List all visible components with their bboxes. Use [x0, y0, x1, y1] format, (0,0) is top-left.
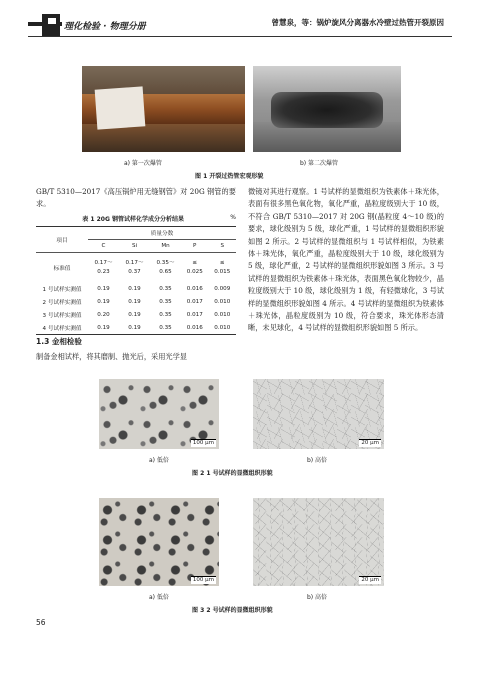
running-head: 曾慧泉，等：锅炉旋风分离器水冷壁过热管开裂原因: [271, 18, 444, 27]
table1-header-item: 项目: [36, 227, 88, 253]
section-text: 制备金相试样，将其磨制、抛光后，采用光学显: [36, 352, 187, 361]
figure2-caption: 图 2 1 号试样的显微组织形貌: [192, 470, 273, 477]
table-cell: 0.35: [159, 312, 172, 318]
figure1b-photo: [253, 66, 401, 152]
header-divider: [28, 36, 452, 37]
table-cell: ≤ 0.015: [208, 253, 236, 283]
scale-bar: 20 μm: [361, 440, 379, 446]
table1: [36, 226, 236, 335]
table-cell: 0.19: [119, 322, 150, 335]
section-heading: 1.3 金相检验: [36, 337, 82, 346]
right-paragraph: 微镜对其进行观察。1 号试样的显微组织为铁素体＋珠光体，表面有很多黑色氧化物，氧化严重，晶粒度级别大于 10 级，不符合 GB/T 5310—2017 对 20G 钢(晶粒度 4～10 级)的要求，球化级别为 5 级，球化严重，1 号试样的显微组织形貌如图 2 所示。2 号试样的显微组织与 1 号试样相似，为铁素体＋珠光体，氧化严重，晶粒度级别大于 10 级，球化级别为 5 级，球化严重，2 号试样的显微组织形貌如图 3 所示。3 号试样的显微组织为铁素体＋珠光体，表面黑色氧化物较少，晶粒度级别大于 10 级，球化级别为 1 级，有轻微球化，3 号试样的显微组织形貌如图 4 所示。4 号试样的显微组织为铁素体＋珠光体，晶粒度级别为 10 级，符合要求，珠光体形态清晰，未见球化，4 号试样的显微组织形貌如图 5 所示。: [248, 187, 444, 333]
page-number: 56: [36, 618, 46, 627]
figure3a-micrograph: [99, 498, 219, 586]
left-paragraph-1: GB/T 5310—2017《高压锅炉用无缝钢管》对 20G 钢管的要求。: [36, 187, 236, 209]
figure1b-label: b) 第二次爆管: [300, 160, 339, 167]
table-row-label: 标准值: [36, 253, 88, 283]
table-cell: 0.016: [186, 286, 203, 292]
table-cell: 0.017: [186, 299, 203, 305]
table-cell: 0.19: [128, 312, 141, 318]
table-cell: 0.35: [159, 299, 172, 305]
scale-bar: 20 μm: [361, 577, 379, 583]
figure3a-label: a) 低倍: [149, 594, 169, 601]
table-cell: 0.20: [97, 312, 110, 318]
figure3b-label: b) 高倍: [307, 594, 328, 601]
table-cell: 0.010: [214, 312, 231, 318]
table-cell: 0.35: [150, 322, 181, 335]
scale-bar: 100 μm: [192, 440, 214, 446]
journal-logo: [28, 14, 148, 36]
table1-col-Si: Si: [131, 243, 138, 249]
table-cell: 0.017: [186, 312, 203, 318]
table-cell: 0.010: [208, 322, 236, 335]
figure3-caption: 图 3 2 号试样的显微组织形貌: [192, 607, 273, 614]
table1-col-S: S: [220, 243, 225, 249]
table-cell: 0.010: [214, 299, 231, 305]
journal-section: 理化检验 · 物理分册: [64, 22, 146, 32]
journal-mark-icon: [28, 14, 68, 36]
scale-bar: 100 μm: [192, 577, 214, 583]
figure1-caption: 图 1 开裂过热管宏观形貌: [195, 173, 264, 180]
table1-col-Mn: Mn: [161, 243, 170, 249]
figure2b-label: b) 高倍: [307, 457, 328, 464]
table1-col-C: C: [101, 243, 106, 249]
figure2a-micrograph: [99, 379, 219, 449]
table-cell: 0.19: [128, 286, 141, 292]
table1-col-P: P: [193, 243, 197, 249]
table-cell: ≤ 0.025: [181, 253, 208, 283]
table-row-label: 1 号试样实测值: [42, 287, 82, 293]
table-cell: 0.19: [97, 286, 110, 292]
table-cell: 0.19: [128, 299, 141, 305]
figure1a-label: a) 第一次爆管: [124, 160, 162, 167]
table-cell: 0.19: [88, 322, 119, 335]
table-cell: 0.016: [181, 322, 208, 335]
table1-title-text: 表 1 20G 钢管试样化学成分分析结果: [82, 216, 184, 223]
table-row-label: 3 号试样实测值: [42, 313, 82, 319]
table-row-label: 4 号试样实测值: [36, 322, 88, 335]
table1-header-group: 质量分数: [88, 227, 236, 240]
table-cell: 0.17～ 0.37: [119, 253, 150, 283]
figure2b-micrograph: [253, 379, 384, 449]
table-row-label: 2 号试样实测值: [42, 300, 82, 306]
table-cell: 0.35: [159, 286, 172, 292]
table1-unit: %: [230, 214, 236, 221]
table1-title: [36, 214, 236, 223]
table-cell: 0.009: [214, 286, 231, 292]
figure2a-label: a) 低倍: [149, 457, 169, 464]
table-cell: 0.19: [97, 299, 110, 305]
table-cell: 0.17～ 0.23: [88, 253, 119, 283]
figure1a-photo: [82, 66, 245, 152]
table-cell: 0.35～ 0.65: [150, 253, 181, 283]
figure3b-micrograph: [253, 498, 384, 586]
